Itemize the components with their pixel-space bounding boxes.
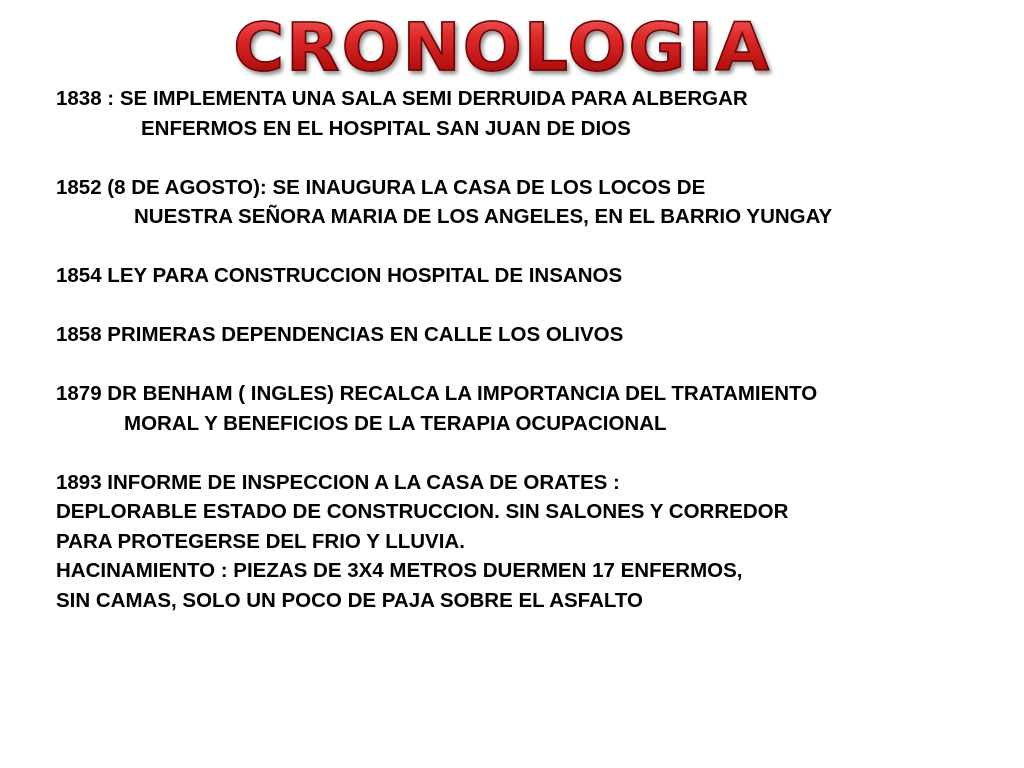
entry-line: SIN CAMAS, SOLO UN POCO DE PAJA SOBRE EL ASFALTO xyxy=(56,588,643,612)
entry-line: 1893 INFORME DE INSPECCION A LA CASA DE ORATES : xyxy=(56,470,620,494)
entry-line-continuation: MORAL Y BENEFICIOS DE LA TERAPIA OCUPACIONAL xyxy=(124,411,667,435)
entry-line: HACINAMIENTO : PIEZAS DE 3X4 METROS DUERMEN 17 ENFERMOS, xyxy=(56,559,743,582)
entry-line: 1838 : SE IMPLEMENTA UNA SALA SEMI DERRUIDA PARA ALBERGAR xyxy=(56,87,748,110)
entry-line: 1854 LEY PARA CONSTRUCCION HOSPITAL DE INSANOS xyxy=(56,264,623,287)
timeline-content xyxy=(56,84,1020,615)
timeline-entry-1854 xyxy=(56,261,1020,291)
timeline-entry-1879 xyxy=(56,379,1020,438)
entry-line-continuation: ENFERMOS EN EL HOSPITAL SAN JUAN DE DIOS xyxy=(141,116,631,140)
entry-line: 1852 (8 DE AGOSTO): SE INAUGURA LA CASA DE LOS LOCOS DE xyxy=(56,175,706,199)
slide-title-text: CRONOLOGIA xyxy=(233,9,771,86)
entry-line-continuation: NUESTRA SEÑORA MARIA DE LOS ANGELES, EN EL BARRIO YUNGAY xyxy=(134,205,833,228)
entry-line: PARA PROTEGERSE DEL FRIO Y LLUVIA. xyxy=(56,529,465,553)
entry-line: 1879 DR BENHAM ( INGLES) RECALCA LA IMPORTANCIA DEL TRATAMIENTO xyxy=(56,382,818,405)
slide-title xyxy=(0,8,1024,88)
timeline-entry-1838 xyxy=(56,84,1020,143)
entry-line: DEPLORABLE ESTADO DE CONSTRUCCION. SIN SALONES Y CORREDOR xyxy=(56,500,789,523)
entry-line: 1858 PRIMERAS DEPENDENCIAS EN CALLE LOS OLIVOS xyxy=(56,323,624,346)
timeline-entry-1858 xyxy=(56,320,1020,350)
timeline-entry-1893 xyxy=(56,468,1020,616)
timeline-entry-1852 xyxy=(56,173,1020,232)
